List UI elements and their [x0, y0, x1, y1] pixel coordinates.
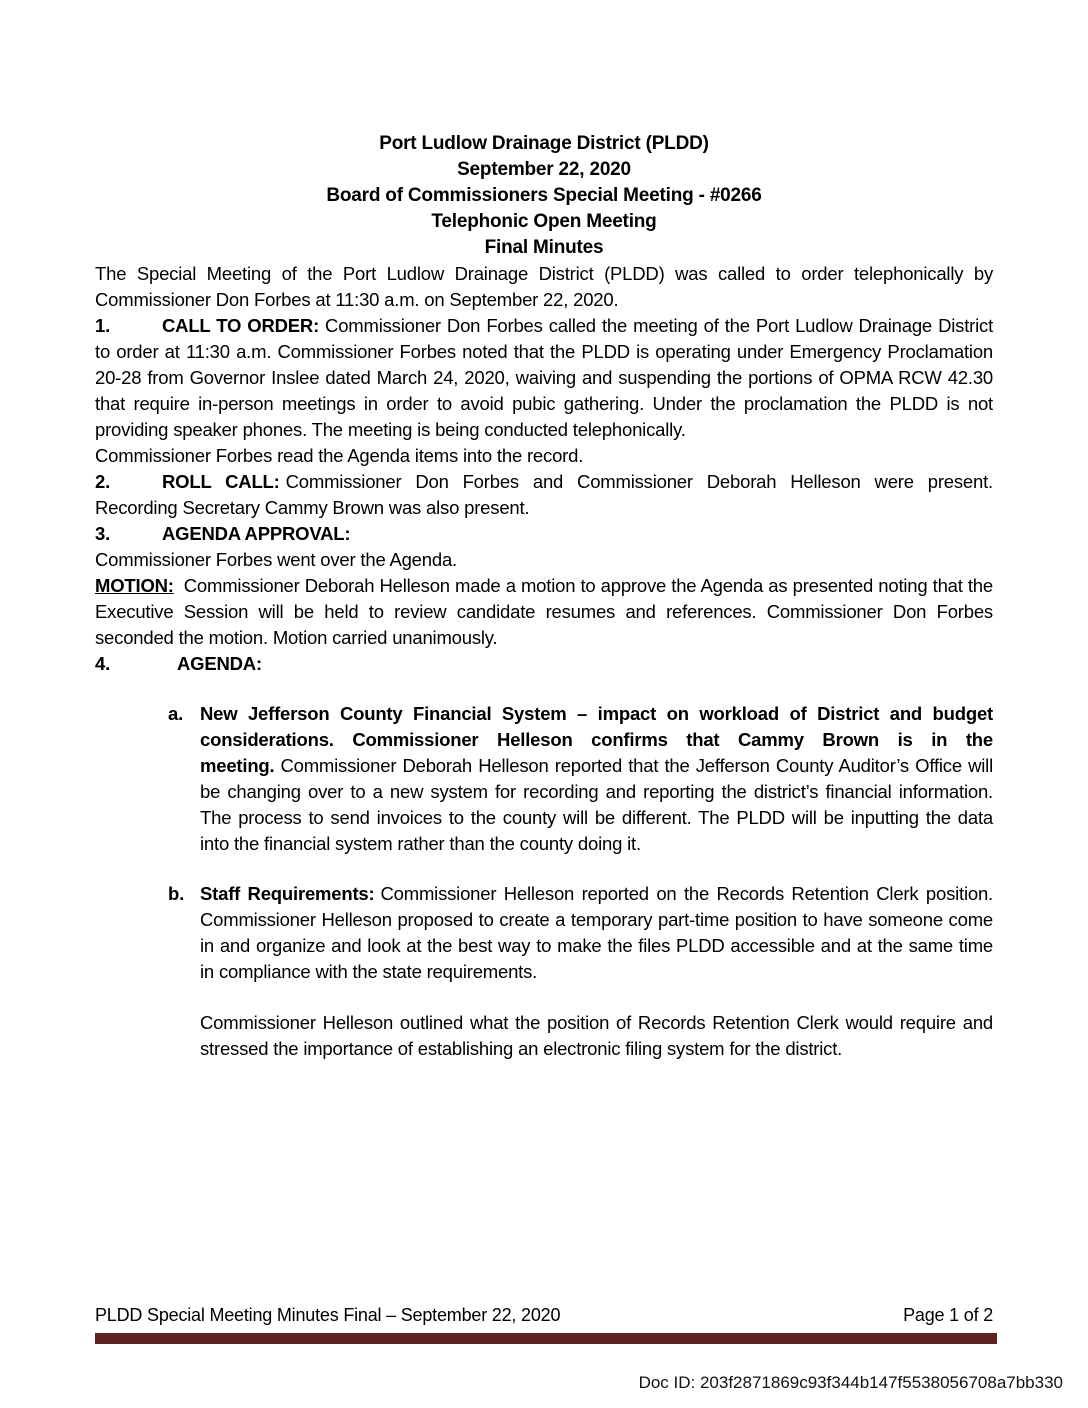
section-3-title: AGENDA APPROVAL:	[162, 523, 351, 544]
footer-bar	[95, 1333, 997, 1344]
agenda-item-b-lead: Staff Requirements:	[200, 883, 375, 904]
agenda-item-b-body	[200, 881, 993, 1062]
title-line-org: Port Ludlow Drainage District (PLDD)	[379, 133, 709, 154]
section-2-roll-call	[95, 469, 993, 521]
section-4-number: 4.	[95, 653, 111, 674]
section-1-call-to-order	[95, 313, 993, 443]
agenda-read-paragraph: Commissioner Forbes read the Agenda items into the record.	[95, 445, 584, 466]
agenda-item-b-marker: b.	[168, 883, 185, 904]
agenda-item-b-text: Commissioner Helleson reported on the Records Retention Clerk position. Commissioner Helleson proposed to create a temporary part-time position to have someone come in and organize and look at the best way to make the files PLDD accessible and at the same time in compliance with the state requirements.	[200, 883, 993, 982]
section-3-number: 3.	[95, 523, 111, 544]
page-number: Page 1 of 2	[903, 1305, 993, 1325]
agenda-item-a	[95, 701, 993, 857]
agenda-item-a-paragraph	[200, 701, 993, 857]
agenda-item-a-body	[200, 701, 993, 857]
agenda-item-a-lead: New Jefferson County Financial System – impact on workload of District and budget considerations. Commissioner Helleson confirms that Cammy Brown is in the meeting.	[200, 703, 993, 776]
agenda-item-b-paragraph-1	[200, 881, 993, 985]
section-2-number: 2.	[95, 471, 111, 492]
agenda-item-b-paragraph-2: Commissioner Helleson outlined what the position of Records Retention Clerk would require and stressed the importance of establishing an electronic filing system for the district.	[200, 1012, 993, 1059]
section-1-text: Commissioner Don Forbes called the meeting of the Port Ludlow Drainage District to order at 11:30 a.m. Commissioner Forbes noted that the PLDD is operating under Emergency Proclamation 20-28 from Governor Inslee dated March 24, 2020, waiving and suspending the portions of OPMA RCW 42.30 that require in-person meetings in order to avoid pubic gathering. Under the proclamation the PLDD is not providing speaker phones. The meeting is being conducted telephonically.	[95, 315, 994, 440]
section-2-text: Commissioner Don Forbes and Commissioner Deborah Helleson were present. Recording Secretary Cammy Brown was also present.	[95, 471, 993, 518]
section-3-agenda-approval	[95, 521, 993, 547]
section-4-agenda	[95, 651, 993, 677]
title-line-date: September 22, 2020	[457, 159, 631, 180]
document-content	[95, 0, 993, 1062]
section-2-title: ROLL CALL:	[162, 471, 280, 492]
section-1-number: 1.	[95, 315, 111, 336]
footer-document-title: PLDD Special Meeting Minutes Final – September 22, 2020	[95, 1305, 561, 1325]
agenda-item-b	[95, 881, 993, 1062]
page-footer	[95, 1303, 993, 1327]
title-line-meeting: Board of Commissioners Special Meeting - #0266	[326, 185, 762, 206]
title-line-type: Telephonic Open Meeting	[431, 211, 657, 232]
motion-paragraph	[95, 573, 993, 651]
section-1-title: CALL TO ORDER:	[162, 315, 320, 336]
section-4-title: AGENDA:	[177, 653, 262, 674]
title-line-status: Final Minutes	[484, 237, 604, 258]
motion-text: Commissioner Deborah Helleson made a motion to approve the Agenda as presented noting that the Executive Session will be held to review candidate resumes and references. Commissioner Don Forbes seconded the motion. Motion carried unanimously.	[95, 575, 993, 648]
motion-label: MOTION:	[95, 575, 174, 596]
agenda-item-a-marker: a.	[168, 703, 184, 724]
doc-id: Doc ID: 203f2871869c93f344b147f5538056708a7bb330	[638, 1373, 1063, 1392]
agenda-item-a-text: Commissioner Deborah Helleson reported that the Jefferson County Auditor’s Office will be changing over to a new system for recording and reporting the district’s financial information. The process to send invoices to the county will be different. The PLDD will be inputting the data into the financial system rather than the county doing it.	[200, 755, 993, 854]
intro-paragraph: The Special Meeting of the Port Ludlow Drainage District (PLDD) was called to order telephonically by Commissioner Don Forbes at 11:30 a.m. on September 22, 2020.	[95, 263, 993, 310]
document-title-block	[95, 131, 993, 261]
agenda-over-paragraph: Commissioner Forbes went over the Agenda.	[95, 549, 457, 570]
